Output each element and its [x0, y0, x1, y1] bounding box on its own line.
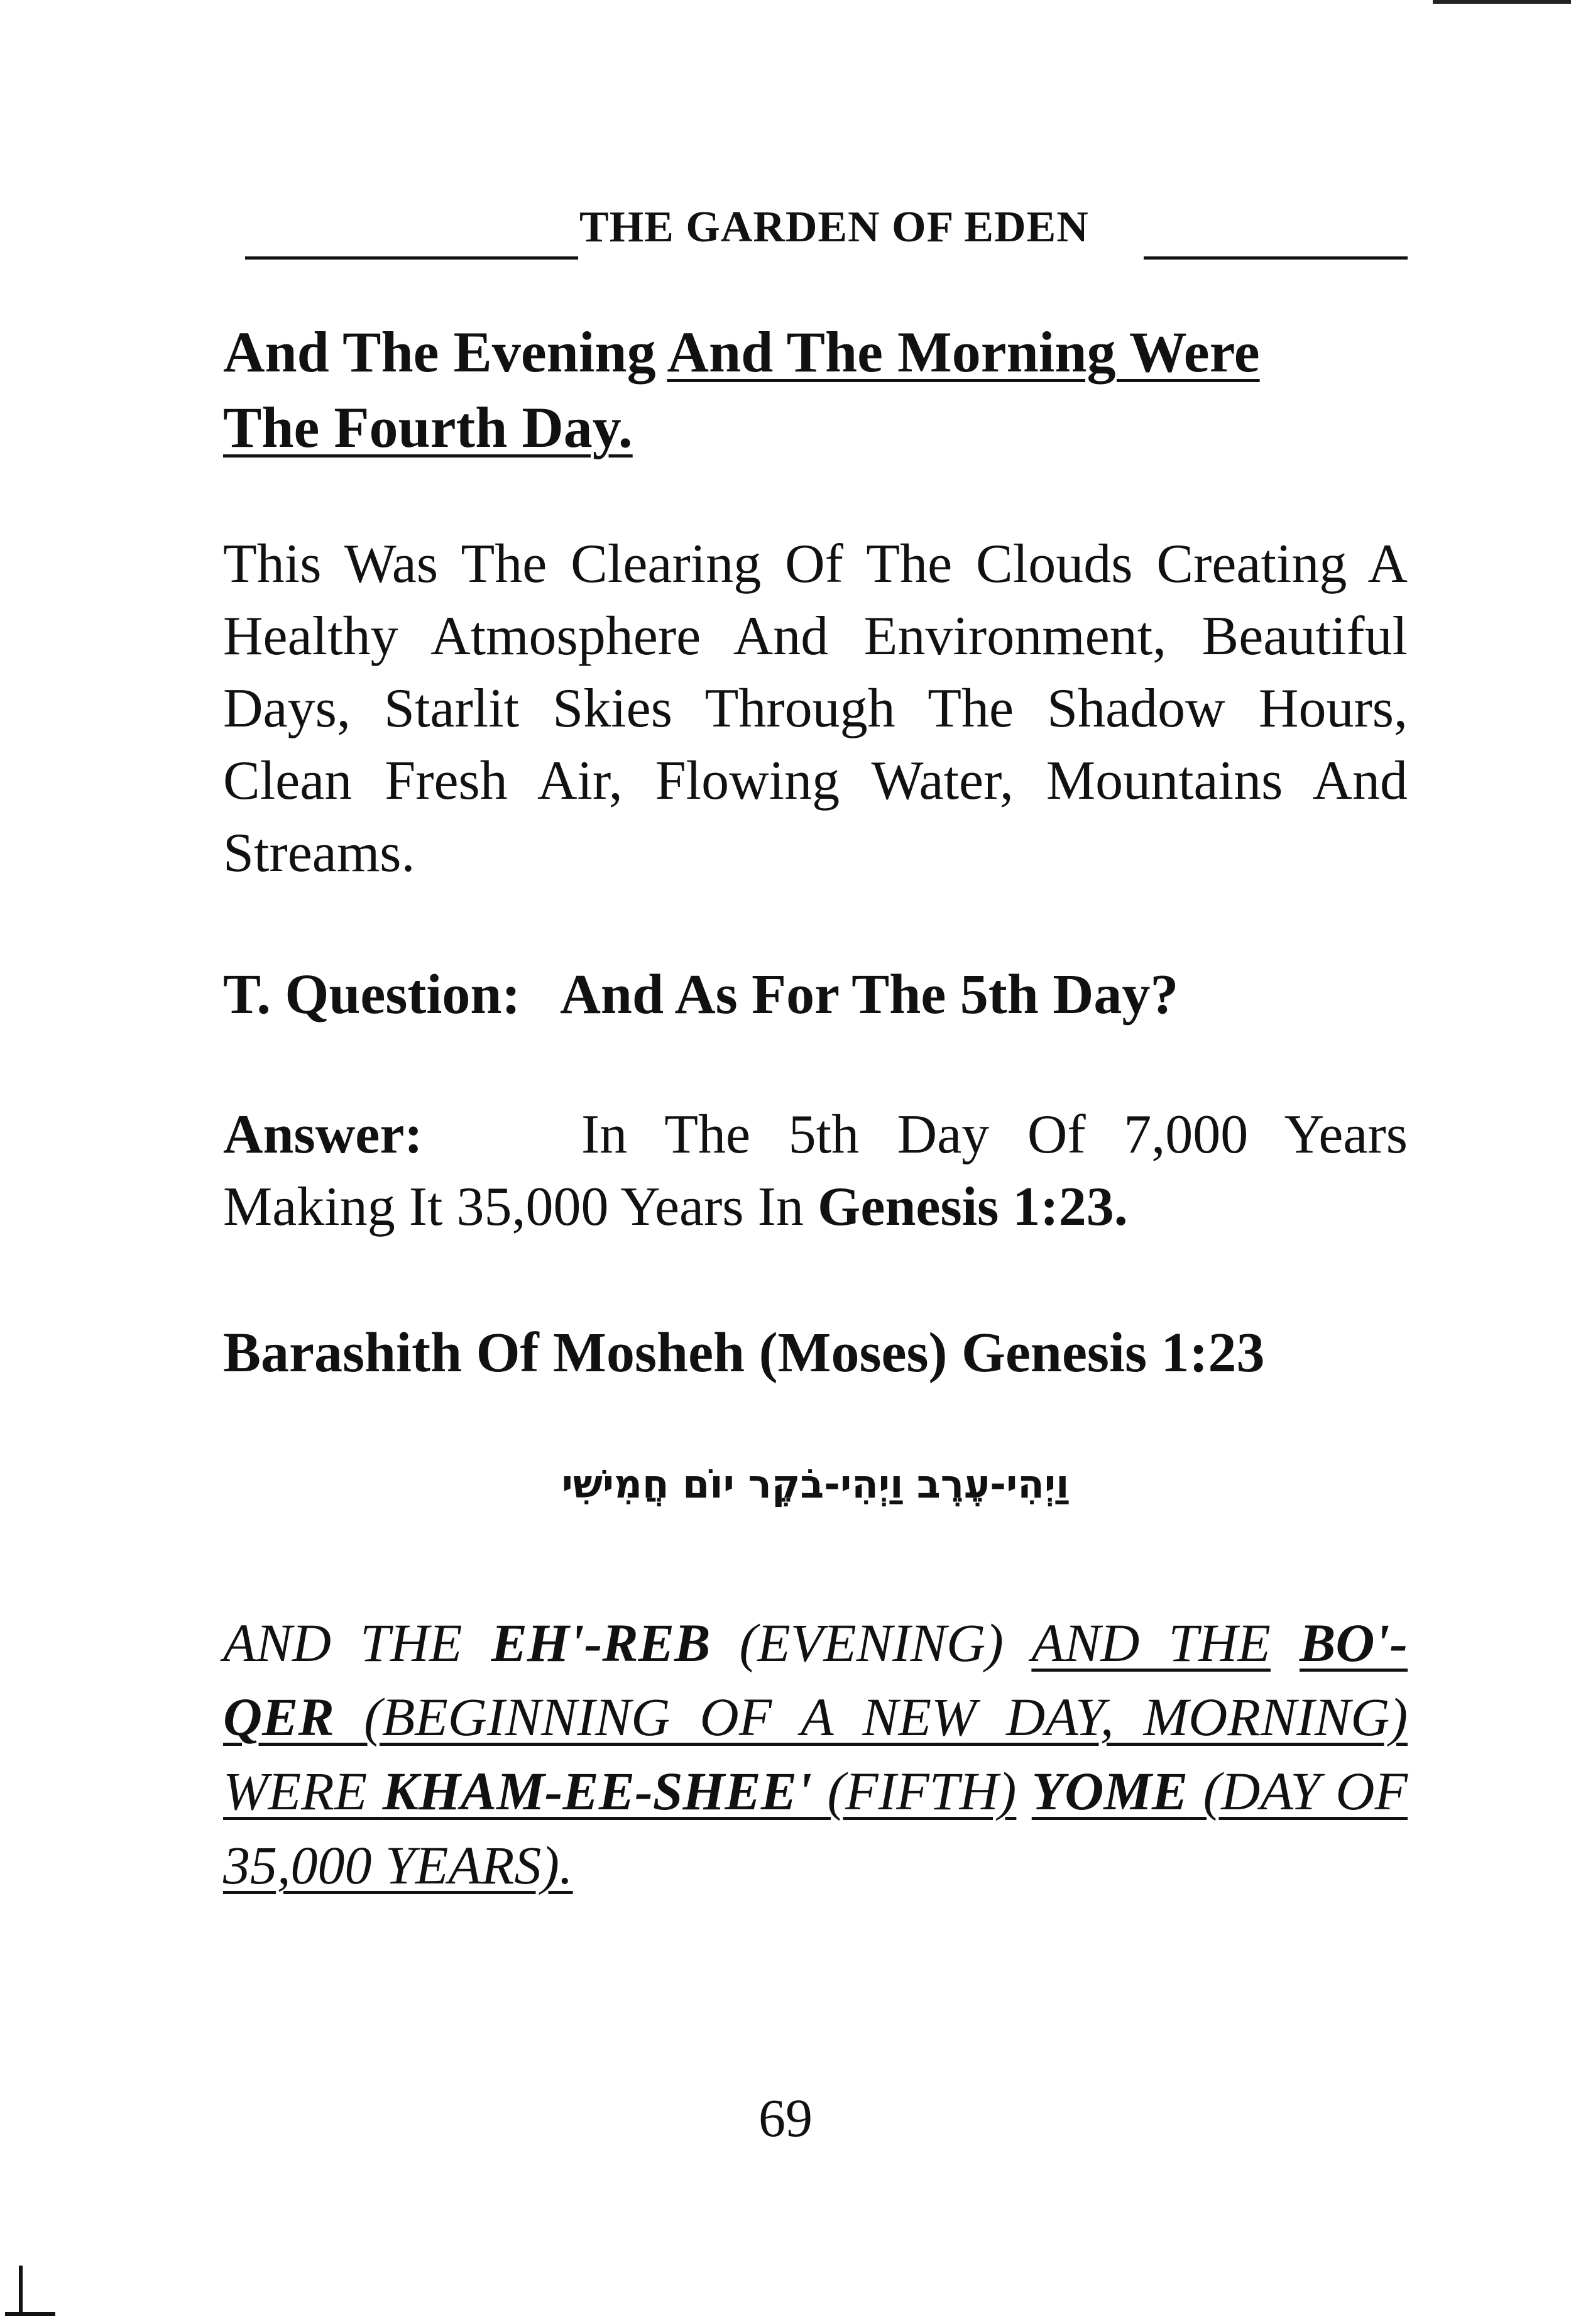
- crop-mark-horizontal: [5, 2312, 55, 2316]
- question-line: [223, 958, 1408, 1031]
- transliteration-paragraph: [223, 1606, 1408, 1902]
- hebrew-verse: וַיְהִי-עֶרֶב וַיְהִי-בֹקֶר יוֹם חֲמִישִׁי: [561, 1461, 1070, 1507]
- translit-segment-5: BO'-QER: [223, 1613, 1408, 1747]
- translit-segment-7: KHAM-EE-SHEE': [382, 1761, 813, 1821]
- section-heading-part3: The Fourth Day.: [223, 395, 633, 459]
- section-heading-part1: And The Evening: [223, 320, 667, 384]
- translit-segment-3: (EVENING): [710, 1613, 1032, 1673]
- running-head-rule-left: [245, 256, 578, 260]
- translit-segment-1: AND THE: [223, 1613, 491, 1673]
- scan-edge-mark: [1433, 0, 1571, 4]
- translit-segment-2: EH'-REB: [491, 1613, 711, 1673]
- translit-segment-10: (DAY OF 35,000 YEARS).: [223, 1761, 1408, 1895]
- page-number: 69: [758, 2088, 813, 2148]
- running-head-rule-right: [1144, 256, 1408, 260]
- crop-mark: [5, 2266, 55, 2322]
- answer-label: Answer:: [223, 1104, 423, 1165]
- question-text: And As For The 5th Day?: [559, 963, 1179, 1026]
- section-heading: [223, 314, 1408, 465]
- scripture-heading: Barashith Of Mosheh (Moses) Genesis 1:23: [223, 1322, 1265, 1384]
- section-heading-part2: And The Morning Were: [667, 320, 1260, 384]
- answer-text: In The 5th Day Of 7,000 Years Making It 35,000 Years In: [223, 1104, 1408, 1237]
- running-head-title: THE GARDEN OF EDEN: [579, 203, 1089, 251]
- body-paragraph: This Was The Clearing Of The Clouds Creating A Healthy Atmosphere And Environment, Beautiful Days, Starlit Skies Through The Shadow Hours, Clean Fresh Air, Flowing Water, Mountains And Streams.: [223, 534, 1408, 884]
- translit-segment-4: AND THE: [1031, 1613, 1271, 1673]
- answer-reference: Genesis 1:23.: [817, 1176, 1128, 1237]
- running-head: [245, 201, 1408, 264]
- translit-segment-9: YOME: [1031, 1761, 1188, 1821]
- crop-mark-vertical: [19, 2266, 23, 2316]
- question-label: T. Question:: [223, 963, 521, 1026]
- translit-segment-8: (FIFTH): [812, 1761, 1017, 1821]
- answer-paragraph: [223, 1099, 1408, 1243]
- translit-segment-6: (BEGINNING OF A NEW DAY, MORNING) WERE: [223, 1687, 1408, 1821]
